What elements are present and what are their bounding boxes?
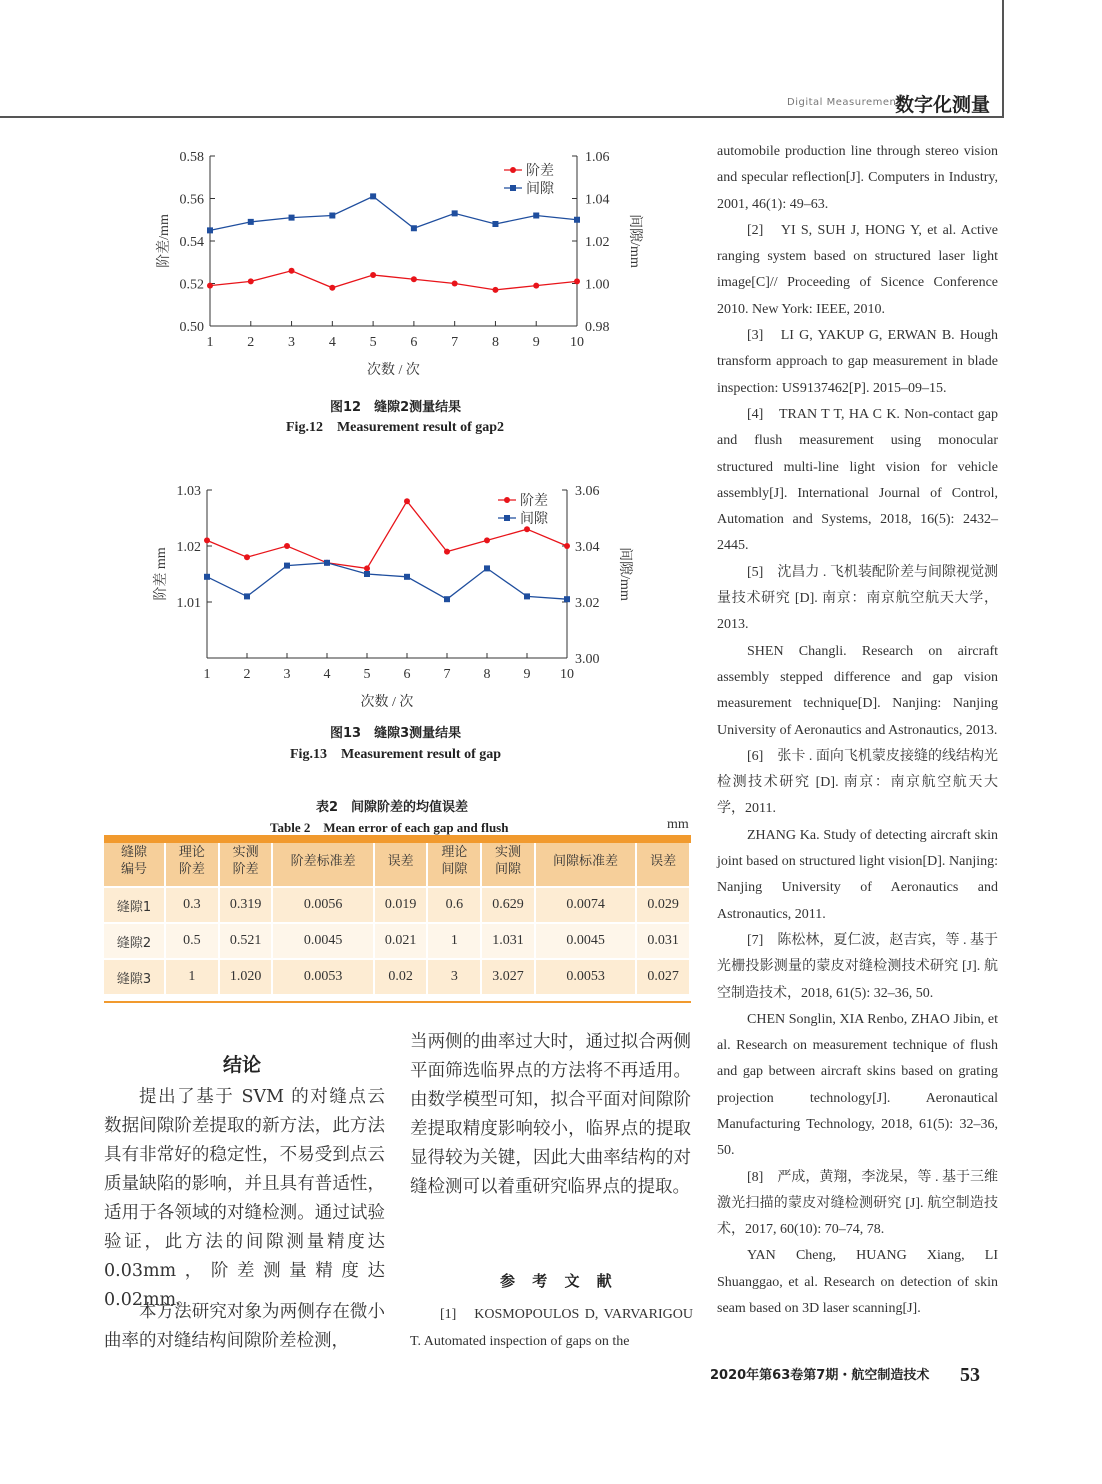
table2-unit: mm [667, 817, 689, 832]
left-tick-label: 0.52 [179, 277, 204, 293]
data-point-gap [364, 571, 370, 577]
data-point-gap [284, 563, 290, 569]
table-header-cell: 实测 阶差 [219, 836, 273, 887]
reference-1-start: [1] KOSMOPOULOS D, VARVARIGOU T. Automated inspection of gaps on the [410, 1307, 693, 1349]
legend-marker-gap [504, 515, 510, 521]
conclusion-p2-tail: 当两侧的曲率过大时，通过拟合两侧平面筛选临界点的方法将不再适用。由数学模型可知，拟合平面对间隙阶差提取精度影响较小，临界点的提取显得较为关键，因此大曲率结构的对缝检测可以着重研究临界点的提取。 [410, 1032, 691, 1197]
page-number: 53 [960, 1364, 980, 1386]
table-cell: 0.019 [374, 887, 428, 923]
reference-item: CHEN Songlin, XIA Renbo, ZHAO Jibin, et al. Research on measurement technique of flush and gap between aircraft skins based on grating projection technology[J]. Aeronautical Manufacturing Technology, 2018, 61(5): 32–36, 50. [717, 1011, 998, 1159]
legend-label: 间隙 [520, 512, 548, 527]
table-header-cell: 阶差标准差 [272, 836, 373, 887]
table-cell: 1 [165, 959, 219, 995]
data-point-gap [492, 221, 498, 227]
x-axis-label: 次数 / 次 [367, 363, 420, 378]
conclusion-p2-wrapper [104, 1298, 385, 1356]
conclusion-paragraph-2-continued [410, 1028, 691, 1218]
x-axis-label: 次数 / 次 [360, 695, 414, 710]
data-point-flush [484, 537, 490, 543]
figure13-caption-en: Fig.13 Measurement result of gap [290, 747, 502, 762]
table-top-bar [104, 835, 691, 843]
x-tick-label: 2 [243, 667, 251, 682]
table-row [104, 959, 690, 995]
data-point-flush [204, 537, 210, 543]
x-tick-label: 7 [443, 667, 451, 682]
data-point-gap [204, 574, 210, 580]
table-header-row [104, 836, 690, 887]
table-cell: 0.029 [636, 887, 690, 923]
figure12-caption-en: Fig.12 Measurement result of gap2 [286, 420, 505, 435]
right-tick-label: 3.06 [575, 484, 600, 499]
table2 [104, 836, 691, 996]
right-tick-label: 0.98 [585, 320, 610, 335]
journal-section-chinese: 数字化测量 [895, 94, 991, 116]
legend-marker-flush [510, 167, 516, 173]
table-cell: 0.0053 [535, 959, 636, 995]
reference-item: automobile production line through stereo vision and specular reflection[J]. Computers in Industry, 2001, 46(1): 49–63. [717, 144, 998, 212]
data-point-gap [404, 574, 410, 580]
table-header-cell: 理论 间隙 [427, 836, 481, 887]
legend-label: 间隙 [526, 182, 554, 197]
table-cell: 3.027 [481, 959, 535, 995]
data-point-flush [411, 276, 417, 282]
data-point-flush [244, 554, 250, 560]
data-point-gap [289, 215, 295, 221]
legend-marker-gap [510, 185, 516, 191]
right-tick-label: 1.04 [585, 192, 610, 208]
reference-item: [5] 沈昌力 . 飞机装配阶差与间隙视觉测量技术研究 [D]. 南京：南京航空航天大学，2013. [717, 564, 998, 633]
data-point-flush [289, 268, 295, 274]
right-axis-label: 间隙/mm [617, 547, 632, 601]
data-point-gap [484, 565, 490, 571]
x-tick-label: 5 [363, 667, 371, 682]
right-tick-label: 1.06 [585, 150, 610, 165]
x-tick-label: 10 [560, 667, 574, 682]
table-cell: 缝隙3 [104, 959, 165, 995]
table-row [104, 923, 690, 959]
figure13-chart [140, 474, 660, 714]
data-point-gap [370, 193, 376, 199]
legend-marker-flush [504, 497, 510, 503]
table-header-cell: 实测 间隙 [481, 836, 535, 887]
table-cell: 3 [427, 959, 481, 995]
reference-item: SHEN Changli. Research on aircraft assembly stepped difference and gap vision measurement technique[D]. Nanjing: Nanjing University of Aeronautics and Astronautics, 2013. [717, 643, 998, 738]
reference-item: YAN Cheng, HUANG Xiang, LI Shuanggao, et al. Research on detection of skin seam based on 3D laser scanning[J]. [717, 1248, 998, 1317]
table-bottom-bar [104, 1001, 691, 1003]
series-line-flush [210, 271, 577, 290]
reference-item: [2] YI S, SUH J, HONG Y, et al. Active ranging system based on structured laser light image[C]// Proceeding of Sicence Conference 2010. New York: IEEE, 2010. [717, 222, 998, 317]
journal-section-english: Digital Measurement [787, 97, 901, 108]
table-row [104, 887, 690, 923]
reference-item: ZHANG Ka. Study of detecting aircraft skin joint based on structured light vision[D]. Nanjing: Nanjing University of Aeronautics and Astronautics, 2011. [717, 827, 998, 922]
data-point-gap [524, 593, 530, 599]
table-cell: 0.02 [374, 959, 428, 995]
table-cell: 1.020 [219, 959, 273, 995]
table-cell: 0.6 [427, 887, 481, 923]
left-tick-label: 0.56 [179, 192, 204, 208]
table-cell: 0.0056 [272, 887, 373, 923]
conclusion-paragraph-2: 本方法研究对象为两侧存在微小曲率的对缝结构间隙阶差检测， [104, 1302, 385, 1351]
right-tick-label: 3.00 [575, 652, 600, 667]
data-point-flush [284, 543, 290, 549]
data-point-gap [574, 217, 580, 223]
data-point-flush [533, 283, 539, 289]
x-tick-label: 10 [570, 335, 584, 350]
x-tick-label: 7 [451, 335, 459, 350]
figure13-caption-cn: 图13 缝隙3测量结果 [330, 726, 462, 741]
right-tick-label: 3.02 [575, 596, 600, 611]
data-point-flush [207, 283, 213, 289]
left-axis-label: 阶差/mm [157, 214, 172, 268]
table-header-cell: 误差 [636, 836, 690, 887]
right-tick-label: 1.00 [585, 277, 610, 293]
x-tick-label: 4 [323, 667, 331, 682]
reference-item: [3] LI G, YAKUP G, ERWAN B. Hough transform approach to gap measurement in blade inspection: US9137462[P]. 2015–09–15. [717, 328, 998, 396]
table2-caption-cn: 表2 间隙阶差的均值误差 [316, 800, 469, 815]
reference-item: [8] 严成，黄翔，李泷杲，等 . 基于三维激光扫描的蒙皮对缝检测研究 [J]. 航空制造技术，2017, 60(10): 70–74, 78. [717, 1169, 998, 1238]
conclusion-title: 结论 [223, 1054, 262, 1076]
table-cell: 0.021 [374, 923, 428, 959]
data-point-flush [452, 281, 458, 287]
table-cell: 缝隙2 [104, 923, 165, 959]
legend-label: 阶差 [520, 494, 548, 509]
header-vertical-rule [1002, 0, 1004, 118]
data-point-gap [329, 213, 335, 219]
data-point-flush [492, 287, 498, 293]
table-cell: 0.5 [165, 923, 219, 959]
x-tick-label: 8 [491, 335, 499, 350]
table-header-cell: 间隙标准差 [535, 836, 636, 887]
table-cell: 缝隙1 [104, 887, 165, 923]
data-point-flush [329, 285, 335, 291]
table-cell: 0.031 [636, 923, 690, 959]
data-point-gap [444, 596, 450, 602]
x-tick-label: 4 [328, 335, 336, 350]
x-tick-label: 1 [203, 667, 211, 682]
x-tick-label: 3 [288, 335, 296, 350]
data-point-flush [248, 278, 254, 284]
data-point-flush [370, 272, 376, 278]
x-tick-label: 2 [247, 335, 255, 350]
left-tick-label: 0.50 [179, 320, 204, 335]
x-tick-label: 1 [206, 335, 214, 350]
data-point-gap [533, 213, 539, 219]
series-line-gap [210, 196, 577, 230]
data-point-gap [411, 225, 417, 231]
x-tick-label: 6 [410, 335, 418, 350]
data-point-flush [444, 549, 450, 555]
conclusion-paragraph-1: 提出了基于 SVM 的对缝点云数据间隙阶差提取的新方法，此方法具有非常好的稳定性，不易受到点云质量缺陷的影响，并且具有普适性，适用于各领域的对缝检测。通过试验验证，此方法的间隙测量精度达 0.03mm，阶差测量精度达 0.02mm。 [104, 1087, 385, 1310]
table-cell: 0.027 [636, 959, 690, 995]
data-point-flush [524, 526, 530, 532]
reference-item: [7] 陈松林，夏仁波，赵吉宾，等 . 基于光栅投影测量的蒙皮对缝检测技术研究 [J]. 航空制造技术，2018, 61(5): 32–36, 50. [717, 932, 998, 1001]
data-point-flush [564, 543, 570, 549]
left-tick-label: 1.03 [176, 484, 201, 499]
data-point-flush [574, 278, 580, 284]
right-axis-label: 间隙/mm [627, 214, 642, 268]
table-cell: 0.0053 [272, 959, 373, 995]
reference-item: [6] 张卡 . 面向飞机蒙皮接缝的线结构光检测技术研究 [D]. 南京：南京航空航天大学，2011. [717, 748, 998, 817]
table-header-cell: 理论 阶差 [165, 836, 219, 887]
table-cell: 0.3 [165, 887, 219, 923]
series-line-flush [207, 501, 567, 568]
table-header-cell: 误差 [374, 836, 428, 887]
x-tick-label: 5 [369, 335, 377, 350]
figure12-chart [140, 140, 660, 380]
right-tick-label: 1.02 [585, 235, 610, 250]
series-line-gap [207, 563, 567, 599]
table-cell: 0.0045 [535, 923, 636, 959]
references-list [717, 139, 998, 1322]
left-axis-label: 阶差 mm [154, 547, 169, 601]
data-point-flush [404, 498, 410, 504]
left-tick-label: 1.02 [176, 540, 201, 555]
table-cell: 0.0045 [272, 923, 373, 959]
footer-issue: 2020年第63卷第7期・航空制造技术 [710, 1368, 930, 1383]
left-tick-label: 0.54 [179, 235, 204, 250]
legend-label: 阶差 [526, 164, 554, 179]
right-tick-label: 3.04 [575, 540, 600, 555]
x-tick-label: 9 [523, 667, 531, 682]
data-point-flush [364, 565, 370, 571]
references-title: 参 考 文 献 [500, 1272, 618, 1290]
data-point-gap [244, 593, 250, 599]
data-point-gap [207, 227, 213, 233]
table-cell: 0.0074 [535, 887, 636, 923]
x-tick-label: 9 [532, 335, 540, 350]
data-point-gap [324, 560, 330, 566]
table-cell: 1 [427, 923, 481, 959]
table-cell: 0.629 [481, 887, 535, 923]
table-cell: 0.521 [219, 923, 273, 959]
table-header-cell: 缝隙 编号 [104, 836, 165, 887]
table2-caption-en: Table 2 Mean error of each gap and flush [270, 820, 509, 835]
data-point-gap [564, 596, 570, 602]
data-point-gap [248, 219, 254, 225]
x-tick-label: 6 [403, 667, 411, 682]
figure12-caption-cn: 图12 缝隙2测量结果 [330, 400, 462, 415]
header-rule [0, 116, 1002, 118]
table-cell: 1.031 [481, 923, 535, 959]
left-tick-label: 1.01 [176, 596, 201, 611]
x-tick-label: 3 [283, 667, 291, 682]
data-point-gap [452, 210, 458, 216]
left-tick-label: 0.58 [179, 150, 204, 165]
table-cell: 0.319 [219, 887, 273, 923]
reference-item: [4] TRAN T T, HA C K. Non-contact gap and flush measurement using monocular structured multi-line light vision for vehicle assembly[J]. International Journal of Control, Automation and Systems, 2018, 16(5): 2432–2445. [717, 406, 998, 554]
x-tick-label: 8 [483, 667, 491, 682]
